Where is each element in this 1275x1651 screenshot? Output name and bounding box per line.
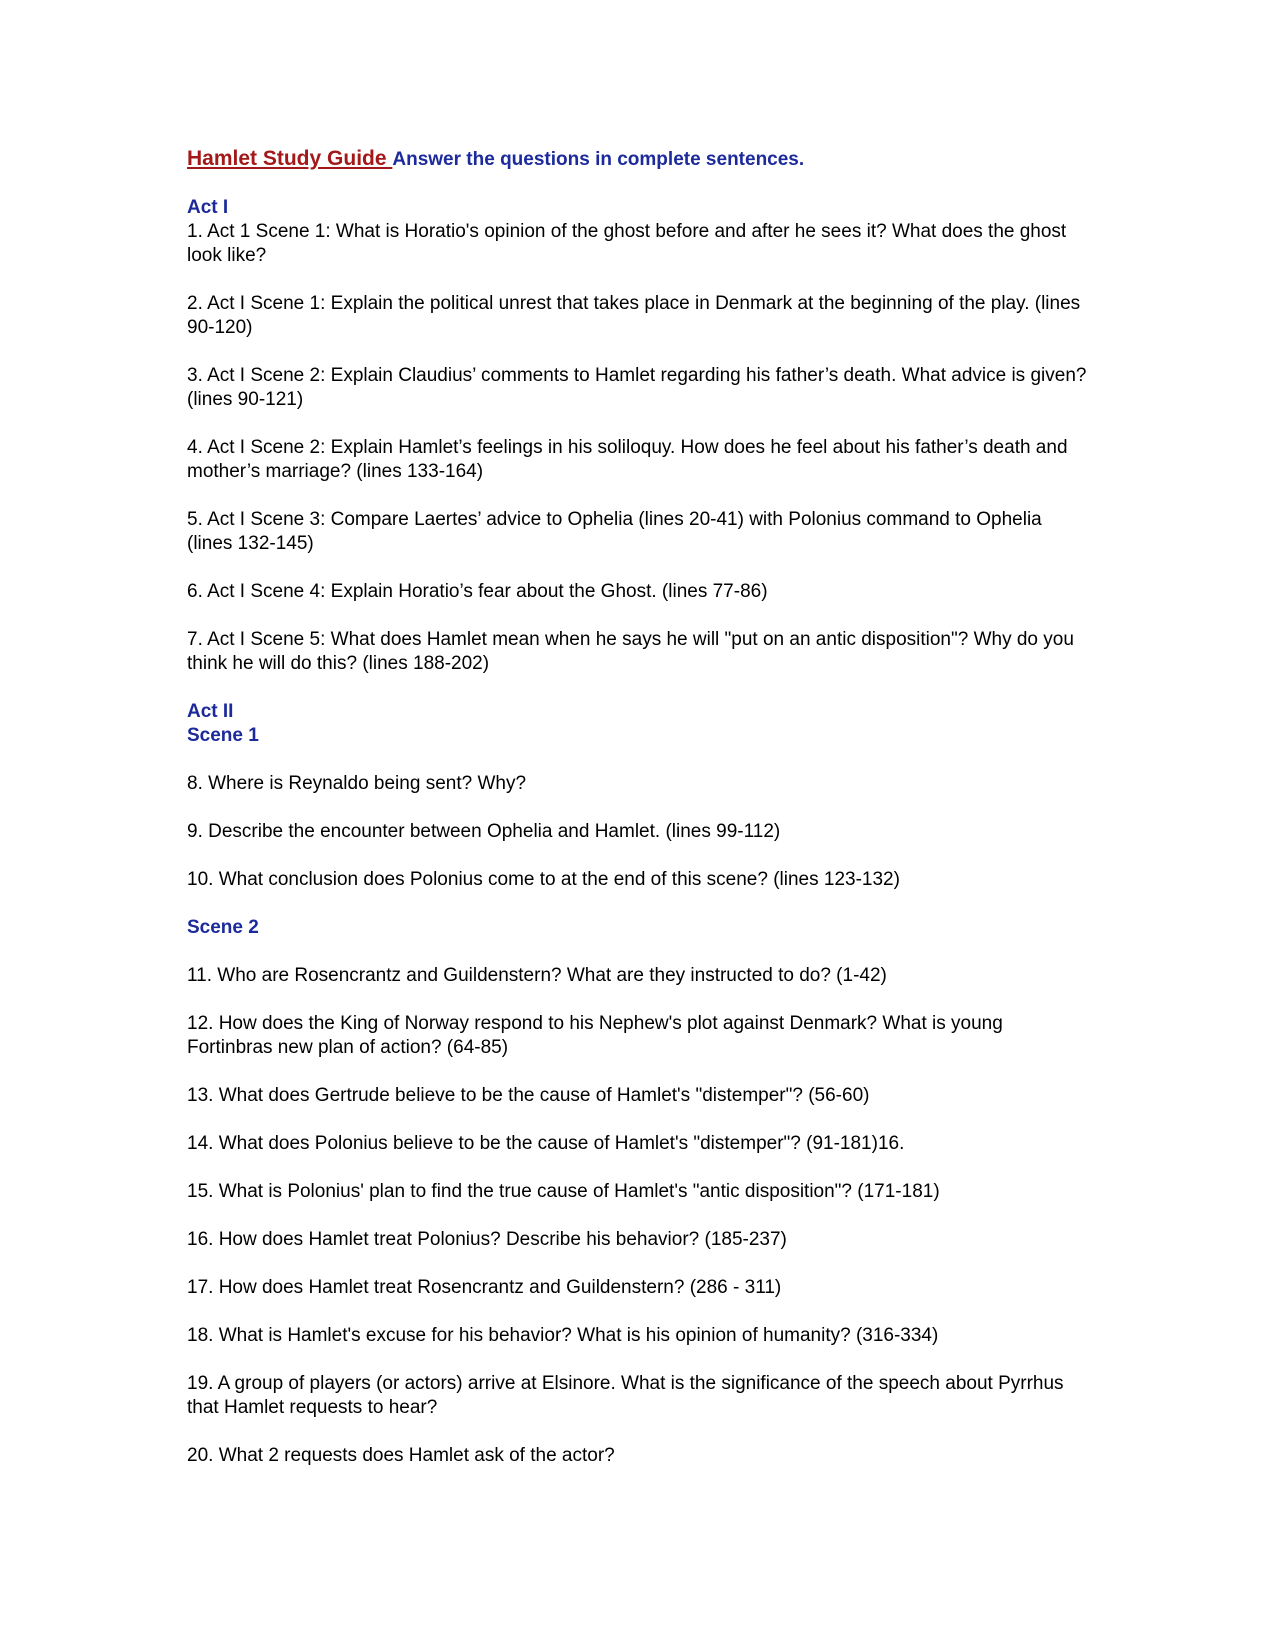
question-4: 4. Act I Scene 2: Explain Hamlet’s feelings in his soliloquy. How does he feel about his father’s death and mother’s marriage? (lines 133-164) — [187, 437, 1068, 482]
act-2-section — [187, 700, 1087, 1468]
question-8: 8. Where is Reynaldo being sent? Why? — [187, 773, 527, 794]
document-header — [187, 145, 1087, 174]
scene-1-heading: Scene 1 — [187, 725, 259, 746]
question-20: 20. What 2 requests does Hamlet ask of the actor? — [187, 1445, 615, 1466]
question-2: 2. Act I Scene 1: Explain the political unrest that takes place in Denmark at the beginning of the play. (lines 90-120) — [187, 293, 1081, 338]
question-6: 6. Act I Scene 4: Explain Horatio’s fear about the Ghost. (lines 77-86) — [187, 581, 768, 602]
question-16: 16. How does Hamlet treat Polonius? Describe his behavior? (185-237) — [187, 1229, 787, 1250]
question-10: 10. What conclusion does Polonius come to at the end of this scene? (lines 123-132) — [187, 869, 900, 890]
question-18: 18. What is Hamlet's excuse for his behavior? What is his opinion of humanity? (316-334) — [187, 1325, 939, 1346]
question-12: 12. How does the King of Norway respond to his Nephew's plot against Denmark? What is young Fortinbras new plan of action? (64-85) — [187, 1013, 1003, 1058]
study-guide-page — [187, 145, 1087, 1492]
question-5: 5. Act I Scene 3: Compare Laertes’ advice to Ophelia (lines 20-41) with Polonius command to Ophelia (lines 132-145) — [187, 509, 1042, 554]
question-7: 7. Act I Scene 5: What does Hamlet mean when he says he will "put on an antic disposition"? Why do you think he will do this? (lines 188-202) — [187, 629, 1074, 674]
question-15: 15. What is Polonius' plan to find the true cause of Hamlet's "antic disposition"? (171-181) — [187, 1181, 940, 1202]
act-1-heading: Act I — [187, 197, 229, 218]
document-instruction: Answer the questions in complete sentences. — [392, 149, 805, 170]
act-2-heading: Act II — [187, 701, 234, 722]
question-13: 13. What does Gertrude believe to be the cause of Hamlet's "distemper"? (56-60) — [187, 1085, 870, 1106]
question-3: 3. Act I Scene 2: Explain Claudius’ comments to Hamlet regarding his father’s death. What advice is given? (lines 90-121) — [187, 365, 1087, 410]
question-14: 14. What does Polonius believe to be the cause of Hamlet's "distemper"? (91-181)16. — [187, 1133, 905, 1154]
question-9: 9. Describe the encounter between Ophelia and Hamlet. (lines 99-112) — [187, 821, 781, 842]
question-19: 19. A group of players (or actors) arrive at Elsinore. What is the significance of the speech about Pyrrhus that Hamlet requests to hear? — [187, 1373, 1064, 1418]
question-11: 11. Who are Rosencrantz and Guildenstern? What are they instructed to do? (1-42) — [187, 965, 887, 986]
question-1: 1. Act 1 Scene 1: What is Horatio's opinion of the ghost before and after he sees it? What does the ghost look like? — [187, 221, 1067, 266]
scene-2-heading: Scene 2 — [187, 917, 259, 938]
question-17: 17. How does Hamlet treat Rosencrantz and Guildenstern? (286 - 311) — [187, 1277, 782, 1298]
act-1-section — [187, 196, 1087, 676]
document-title: Hamlet Study Guide — [187, 147, 393, 170]
